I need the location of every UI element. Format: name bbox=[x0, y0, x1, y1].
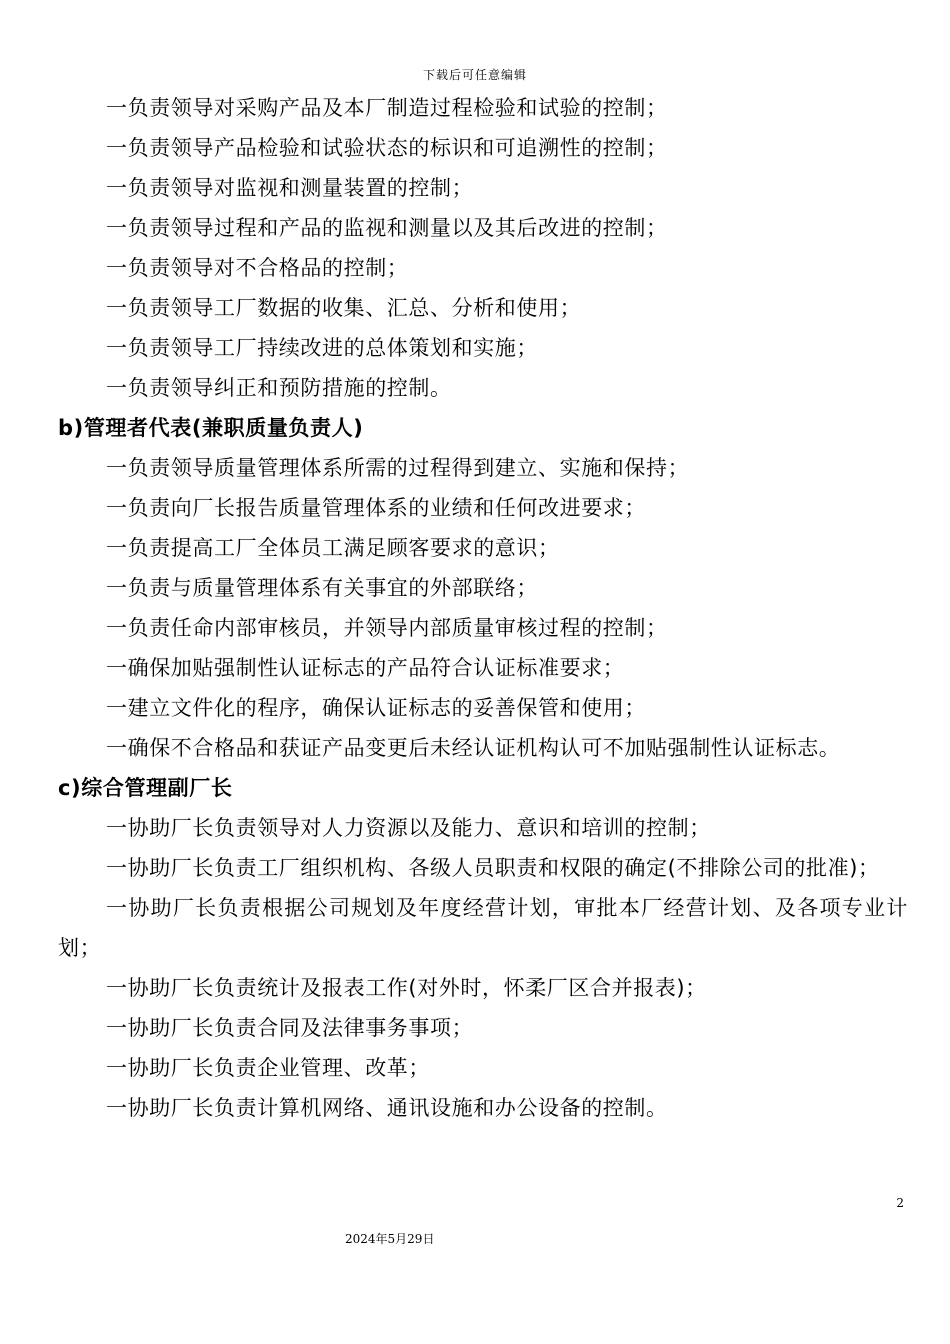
list-item: 一协助厂长负责统计及报表工作(对外时，怀柔厂区合并报表)； bbox=[106, 976, 707, 1000]
list-item: 一负责领导对监视和测量装置的控制； bbox=[106, 176, 474, 200]
list-item: 一协助厂长负责计算机网络、通讯设施和办公设备的控制。 bbox=[106, 1096, 668, 1120]
list-item: 一协助厂长负责合同及法律事务事项； bbox=[106, 1016, 474, 1040]
list-item: 一负责任命内部审核员，并领导内部质量审核过程的控制； bbox=[106, 616, 668, 640]
document-body bbox=[58, 88, 908, 1128]
footer-date: 2024年5月29日 bbox=[345, 1232, 435, 1246]
list-item: 一负责领导纠正和预防措施的控制。 bbox=[106, 376, 452, 400]
list-item: 一确保不合格品和获证产品变更后未经认证机构认可不加贴强制性认证标志。 bbox=[106, 736, 841, 760]
list-item: 一负责领导质量管理体系所需的过程得到建立、实施和保持； bbox=[106, 456, 690, 480]
list-item: 一协助厂长负责工厂组织机构、各级人员职责和权限的确定(不排除公司的批准)； bbox=[106, 856, 880, 880]
list-item: 一负责领导对采购产品及本厂制造过程检验和试验的控制； bbox=[106, 96, 668, 120]
section-heading-c: c)综合管理副厂长 bbox=[58, 776, 233, 800]
list-item: 一负责领导工厂持续改进的总体策划和实施； bbox=[106, 336, 538, 360]
section-heading-b: b)管理者代表(兼职质量负责人) bbox=[58, 416, 364, 440]
list-item: 一负责向厂长报告质量管理体系的业绩和任何改进要求； bbox=[106, 496, 646, 520]
list-item: 一负责领导产品检验和试验状态的标识和可追溯性的控制； bbox=[106, 136, 668, 160]
list-item: 一负责领导工厂数据的收集、汇总、分析和使用； bbox=[106, 296, 582, 320]
list-item: 一确保加贴强制性认证标志的产品符合认证标准要求； bbox=[106, 656, 625, 680]
list-item: 一协助厂长负责领导对人力资源以及能力、意识和培训的控制； bbox=[106, 816, 711, 840]
list-item: 一建立文件化的程序，确保认证标志的妥善保管和使用； bbox=[106, 696, 646, 720]
list-item: 一负责领导过程和产品的监视和测量以及其后改进的控制； bbox=[106, 216, 668, 240]
list-item: 一负责领导对不合格品的控制； bbox=[106, 256, 409, 280]
list-item: 一协助厂长负责根据公司规划及年度经营计划，审批本厂经营计划、及各项专业计划； bbox=[58, 896, 908, 960]
list-item: 一负责与质量管理体系有关事宜的外部联络； bbox=[106, 576, 538, 600]
list-item: 一负责提高工厂全体员工满足顾客要求的意识； bbox=[106, 536, 560, 560]
header-note: 下载后可任意编辑 bbox=[422, 68, 527, 82]
page-number: 2 bbox=[896, 1196, 904, 1210]
list-item: 一协助厂长负责企业管理、改革； bbox=[106, 1056, 430, 1080]
